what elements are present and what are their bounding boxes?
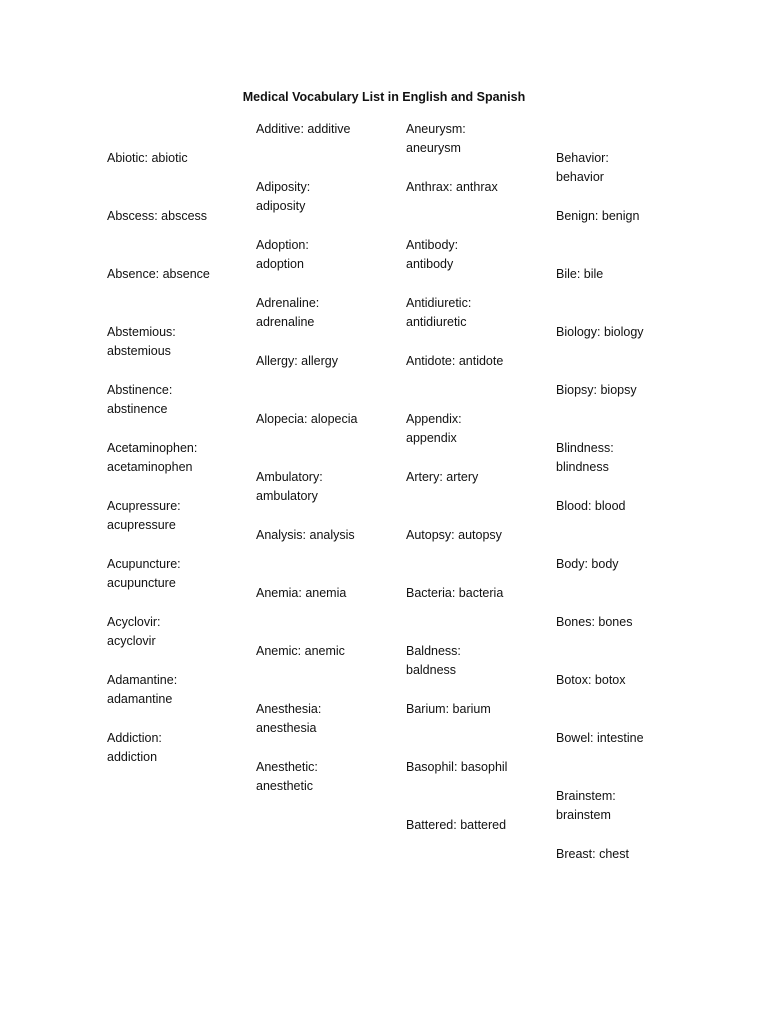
vocab-term [406,758,546,777]
vocab-term [406,410,546,448]
vocab-term [256,120,396,139]
vocab-term-line: acetaminophen [107,460,193,474]
vocab-term [256,410,396,429]
vocab-term-line: Aneurysm: [406,122,466,136]
vocab-term-line: baldness [406,663,457,677]
vocab-term-line: Anesthetic: [256,760,318,774]
vocab-term [107,555,247,593]
vocab-term-line: acupuncture [107,576,176,590]
vocab-term-line: Blood: blood [556,499,626,513]
vocab-term-line: Abstinence: [107,383,173,397]
vocab-term [256,526,396,545]
vocab-term-line: Antidiuretic: [406,296,472,310]
vocab-term [556,555,696,574]
vocab-term [556,671,696,690]
vocab-term-line: adoption [256,257,304,271]
vocab-term-line: abstemious [107,344,171,358]
vocab-term [256,468,396,506]
vocab-term-line: Body: body [556,557,619,571]
vocab-term [406,236,546,274]
vocab-term [107,381,247,419]
vocab-term [556,149,696,187]
vocab-term-line: Battered: battered [406,818,507,832]
vocab-term-line: Bacteria: bacteria [406,586,504,600]
vocab-term-line: blindness [556,460,609,474]
vocab-term-line: Analysis: analysis [256,528,355,542]
vocab-term [256,178,396,216]
vocab-term-line: Autopsy: autopsy [406,528,502,542]
vocab-term [556,845,696,864]
vocab-term-line: Bile: bile [556,267,604,281]
vocab-term [107,149,247,168]
vocab-term-line: acupressure [107,518,176,532]
vocab-term-line: anesthesia [256,721,317,735]
vocab-term-line: Addiction: [107,731,162,745]
vocab-term-line: Allergy: allergy [256,354,338,368]
vocab-term [556,613,696,632]
vocab-term [556,787,696,825]
vocab-term-line: Botox: botox [556,673,626,687]
vocab-term [107,265,247,284]
vocab-term [256,584,396,603]
vocab-term [406,816,546,835]
vocab-term [107,207,247,226]
vocab-term [556,439,696,477]
vocab-term [406,584,546,603]
vocab-term-line: antibody [406,257,454,271]
vocab-term-line: aneurysm [406,141,461,155]
vocab-term-line: Acetaminophen: [107,441,198,455]
vocab-term-line: abstinence [107,402,168,416]
vocab-term-line: Artery: artery [406,470,479,484]
vocab-term-line: ambulatory [256,489,318,503]
vocab-term-line: Acupressure: [107,499,181,513]
vocab-term-line: appendix [406,431,457,445]
vocab-term-line: behavior [556,170,604,184]
vocab-term-line: addiction [107,750,158,764]
vocab-term-line: Bones: bones [556,615,633,629]
vocab-term [406,352,546,371]
vocab-term [256,700,396,738]
document-title: Medical Vocabulary List in English and Spanish [242,90,526,104]
vocab-term-line: Ambulatory: [256,470,323,484]
vocab-term-line: antidiuretic [406,315,467,329]
vocab-term-line: Adamantine: [107,673,178,687]
vocab-term-line: Antibody: [406,238,459,252]
vocab-term-line: Alopecia: alopecia [256,412,358,426]
vocab-term [256,352,396,371]
vocab-term [406,700,546,719]
vocab-term [406,468,546,487]
vocab-term-line: Breast: chest [556,847,629,861]
vocab-term-line: Abiotic: abiotic [107,151,188,165]
vocab-term [556,207,696,226]
vocab-term [406,178,546,197]
vocab-term-line: anesthetic [256,779,313,793]
vocab-term-line: Adoption: [256,238,309,252]
vocab-term-line: Baldness: [406,644,461,658]
vocab-term [107,729,247,767]
vocab-term-line: acyclovir [107,634,156,648]
vocab-term-line: Bowel: intestine [556,731,644,745]
vocab-term [556,381,696,400]
vocab-term-line: Abscess: abscess [107,209,208,223]
vocab-term-line: Brainstem: [556,789,616,803]
vocab-term [107,497,247,535]
vocab-term [107,323,247,361]
vocab-term-line: Absence: absence [107,267,210,281]
vocab-term-line: adiposity [256,199,306,213]
vocab-term [556,265,696,284]
vocab-term-line: Adiposity: [256,180,311,194]
vocab-term-line: Anesthesia: [256,702,322,716]
vocab-term-line: Biopsy: biopsy [556,383,637,397]
vocab-term [556,323,696,342]
vocab-term [406,294,546,332]
vocab-term-line: Abstemious: [107,325,176,339]
vocab-term-line: Additive: additive [256,122,351,136]
vocab-term-line: Antidote: antidote [406,354,504,368]
vocab-term [256,642,396,661]
vocab-term [406,120,546,158]
vocab-term [556,497,696,516]
vocab-term [107,613,247,651]
vocab-term [406,526,546,545]
vocab-term-line: adrenaline [256,315,315,329]
vocab-term [256,294,396,332]
vocab-term-line: adamantine [107,692,173,706]
vocab-term [107,671,247,709]
vocab-term-line: Benign: benign [556,209,640,223]
vocab-term-line: Appendix: [406,412,462,426]
vocab-term [256,758,396,796]
vocab-term-line: Barium: barium [406,702,491,716]
vocab-term [256,236,396,274]
vocab-term [406,642,546,680]
vocab-term [107,439,247,477]
vocab-term-line: Anthrax: anthrax [406,180,498,194]
vocab-term-line: Anemic: anemic [256,644,345,658]
vocab-term-line: Acyclovir: [107,615,161,629]
vocab-term-line: Behavior: [556,151,609,165]
vocab-term-line: Biology: biology [556,325,644,339]
vocab-term [556,729,696,748]
vocab-term-line: Adrenaline: [256,296,320,310]
vocab-term-line: Anemia: anemia [256,586,347,600]
vocab-term-line: brainstem [556,808,611,822]
vocab-term-line: Acupuncture: [107,557,181,571]
vocab-term-line: Basophil: basophil [406,760,508,774]
vocab-term-line: Blindness: [556,441,614,455]
